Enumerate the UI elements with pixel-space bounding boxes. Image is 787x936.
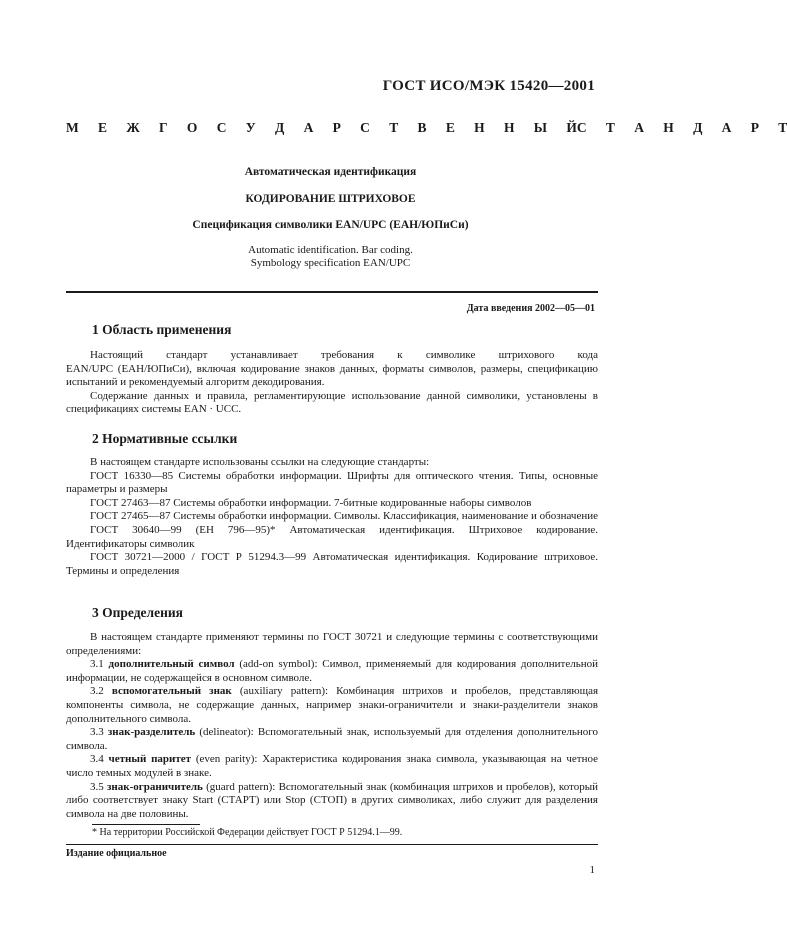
definition-text: (auxiliary pattern): Комбинация штрихов и пробелов, представляющая компоненты символа, не содержащие данных, например знаки-ограничители и знаки-разделители знаков дополнительного символа. (66, 685, 599, 725)
section-1-body (66, 349, 598, 417)
introduction-date: Дата введения 2002—05—01 (466, 303, 595, 314)
banner-letter: Й (566, 120, 577, 135)
banner-letter: Д (274, 120, 285, 135)
banner-letter: Т (389, 120, 399, 135)
definition-text: (add-on symbol): Символ, применяемый для кодирования дополнительной информации, не содержащейся в основном символе. (66, 658, 598, 684)
standard-word (577, 120, 787, 136)
english-title (66, 244, 595, 270)
section-3-body (66, 631, 598, 821)
definition-text: (delineator): Вспомогательный знак, используемый для отделения дополнительного символа. (66, 726, 598, 752)
english-title-line-1: Automatic identification. Bar coding. (248, 244, 413, 256)
edition-label: Издание официальное (66, 848, 167, 859)
banner-letter: С (216, 120, 227, 135)
page-number: 1 (589, 864, 595, 876)
footer-divider (66, 844, 598, 845)
interstate-standard-banner (66, 120, 787, 136)
definition-term: дополнительный символ (108, 658, 235, 671)
banner-letter: Р (750, 120, 759, 135)
banner-letter: М (66, 120, 79, 135)
title-divider (66, 291, 598, 293)
footnote: * На территории Российской Федерации действует ГОСТ Р 51294.1—99. (92, 827, 403, 838)
banner-letter: С (360, 120, 370, 135)
banner-letter: В (417, 120, 427, 135)
banner-letter: А (634, 120, 644, 135)
banner-letter: У (245, 120, 256, 135)
banner-letter: Н (663, 120, 674, 135)
definition-term: четный паритет (108, 753, 192, 766)
section-1-para-1-rest: EAN/UPC (ЕАН/ЮПиСи), включая кодирование знаков данных, форматы символов, размеры, спецификацию испытаний и рекомендуемый алгоритм декодирования. (66, 362, 598, 389)
banner-letter: Н (503, 120, 515, 135)
banner-letter: Р (332, 120, 341, 135)
banner-letter: О (186, 120, 198, 135)
english-title-line-2: Symbology specification EAN/UPC (250, 257, 411, 269)
section-1-heading: 1 Область применения (92, 322, 232, 337)
definition-term: вспомогательный знак (111, 685, 232, 698)
banner-letter: Д (693, 120, 703, 135)
interstate-word (66, 120, 577, 136)
title-line-3: Спецификация символики EAN/UPC (ЕАН/ЮПиСи) (192, 219, 469, 231)
footnote-divider (92, 824, 200, 825)
section-1-para-1-first-line: Настоящий стандарт устанавливает требования к символике штрихового кода (90, 349, 598, 361)
definition-item (66, 726, 598, 753)
banner-letter: Ж (126, 120, 140, 135)
definition-text: (guard pattern): Вспомогательный знак (комбинация штрихов и пробелов), который либо соответствует знаку Start (СТАРТ) или Stop (СТОП) в других символиках, либо служит для разделения символа на две половины. (66, 780, 598, 820)
banner-letter: А (721, 120, 732, 135)
section-1-para-2: Содержание данных и правила, регламентирующие использование данной символики, установлены в спецификациях системы EAN · UCC. (66, 389, 598, 416)
banner-letter: Г (159, 120, 168, 135)
banner-letter: Т (605, 120, 615, 135)
reference-item: ГОСТ 27465—87 Системы обработки информации. Символы. Классификация, наименование и обозначение (90, 510, 599, 523)
banner-letter: Ы (533, 120, 548, 135)
definition-number: 3.2 (90, 685, 104, 698)
definition-number: 3.3 (90, 726, 104, 739)
section-2-heading: 2 Нормативные ссылки (92, 431, 238, 446)
banner-letter: С (576, 120, 587, 135)
definition-number: 3.5 (90, 780, 104, 793)
definition-number: 3.1 (90, 658, 104, 671)
banner-letter: Н (474, 120, 485, 135)
document-code: ГОСТ ИСО/МЭК 15420—2001 (382, 78, 595, 94)
section-3-intro: В настоящем стандарте применяют термины по ГОСТ 30721 и следующие термины с соответствующими определениями: (66, 631, 598, 657)
banner-letter: Т (778, 120, 787, 135)
definition-number: 3.4 (90, 753, 104, 766)
definition-term: знак-разделитель (107, 726, 196, 739)
banner-letter: А (303, 120, 314, 135)
definition-item (66, 781, 598, 822)
title-line-1: Автоматическая идентификация (244, 166, 417, 178)
banner-letter: Е (98, 120, 108, 135)
reference-item: ГОСТ 30721—2000 / ГОСТ Р 51294.3—99 Автоматическая идентификация. Кодирование штриховое. Термины и определения (66, 551, 598, 577)
definition-text: (even parity): Характеристика кодирования знака символа, указывающая на четное число темных модулей в знаке. (66, 753, 598, 779)
definition-item (66, 658, 598, 685)
definition-item (66, 685, 598, 726)
definition-item (66, 753, 598, 780)
reference-item: ГОСТ 16330—85 Системы обработки информации. Шрифты для оптического чтения. Типы, основные параметры и размеры (66, 469, 598, 496)
reference-item: ГОСТ 30640—99 (ЕН 796—95)* Автоматическая идентификация. Штриховое кодирование. Идентификаторы символик (66, 523, 598, 550)
section-3-heading: 3 Определения (92, 605, 183, 620)
banner-letter: Е (445, 120, 455, 135)
section-2-intro: В настоящем стандарте использованы ссылки на следующие стандарты: (90, 456, 430, 468)
definition-term: знак-ограничитель (107, 780, 203, 793)
section-2-body (66, 456, 598, 578)
reference-item: ГОСТ 27463—87 Системы обработки информации. 7-битные кодированные наборы символов (90, 496, 532, 509)
title-line-2: КОДИРОВАНИЕ ШТРИХОВОЕ (245, 193, 416, 205)
